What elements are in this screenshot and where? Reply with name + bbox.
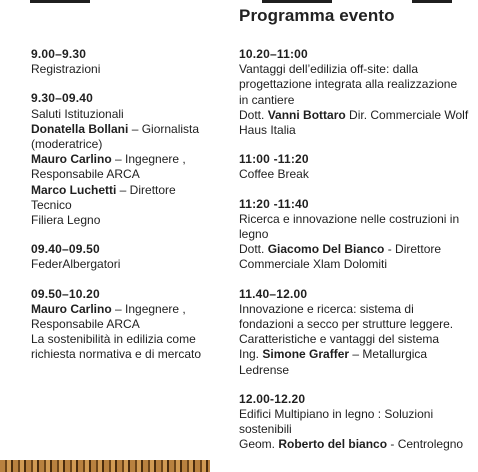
schedule-item	[31, 91, 211, 228]
wood-texture-strip	[0, 460, 210, 472]
speaker-role: - Centrolegno	[387, 437, 464, 452]
speaker-title: Dott.	[239, 242, 268, 257]
item-text: Edifici Multipiano in legno : Soluzioni	[239, 407, 434, 422]
item-text: fondazioni a secco per strutture leggere.	[239, 317, 454, 332]
speaker-line	[31, 183, 211, 213]
schedule-left-column	[31, 47, 211, 377]
time-slot: 09.50–10.20	[31, 286, 100, 301]
speaker-line	[31, 302, 211, 317]
speaker-role: – Metallurgica	[349, 347, 428, 362]
speaker-name: Roberto del bianco	[278, 437, 388, 452]
speaker-title: Dott.	[239, 107, 268, 122]
speaker-name: Vanni Bottaro	[267, 107, 346, 122]
speaker-role-cont: (moderatrice)	[31, 137, 103, 152]
speaker-role-cont: Commerciale Xlam Dolomiti	[239, 257, 388, 272]
time-slot: 9.30–09.40	[31, 91, 94, 106]
time-slot: 11:00 -11:20	[239, 152, 309, 167]
top-decor-strip-right	[412, 0, 452, 3]
item-text: in cantiere	[239, 92, 295, 107]
item-text: Coffee Break	[239, 167, 309, 182]
schedule-item	[31, 287, 211, 363]
top-decor-strip-mid	[262, 0, 332, 3]
speaker-name: Donatella Bollani	[31, 121, 129, 136]
item-text: Registrazioni	[31, 62, 101, 77]
speaker-role: Dir. Commerciale Wolf	[345, 107, 469, 122]
item-text: Caratteristiche e vantaggi del sistema	[239, 332, 440, 347]
speaker-role-cont: Ledrense	[239, 362, 290, 377]
speaker-name: Mauro Carlino	[31, 152, 112, 167]
speaker-role: – Ingegnere ,	[111, 301, 186, 316]
top-decor-strip-left	[30, 0, 90, 3]
item-text: sostenibili	[239, 422, 292, 437]
schedule-item	[239, 392, 471, 453]
item-text: Innovazione e ricerca: sistema di	[239, 301, 414, 316]
item-text: legno	[239, 227, 269, 242]
speaker-name: Mauro Carlino	[31, 301, 112, 316]
item-text: Vantaggi dell’edilizia off-site: dalla	[239, 62, 418, 77]
speaker-line	[239, 108, 471, 123]
schedule-right-column	[239, 47, 471, 467]
item-text: progettazione integrata alla realizzazione	[239, 77, 458, 92]
time-slot: 12.00-12.20	[239, 391, 306, 406]
schedule-item	[239, 197, 471, 273]
speaker-line	[239, 347, 471, 362]
speaker-line	[31, 152, 211, 167]
speaker-line	[239, 242, 471, 257]
item-text: richiesta normativa e di mercato	[31, 347, 202, 362]
item-text: Saluti Istituzionali	[31, 106, 124, 121]
speaker-line	[239, 437, 471, 452]
speaker-title: Geom.	[239, 437, 279, 452]
time-slot: 09.40–09.50	[31, 242, 100, 257]
schedule-item	[31, 242, 211, 272]
speaker-role: – Giornalista	[128, 121, 200, 136]
schedule-item	[239, 47, 471, 138]
speaker-name: Marco Luchetti	[31, 182, 117, 197]
time-slot: 11:20 -11:40	[239, 196, 309, 211]
speaker-role: – Direttore Tecnico	[31, 182, 176, 212]
speaker-role: – Ingegnere ,	[111, 152, 186, 167]
speaker-role-cont: Haus Italia	[239, 123, 296, 138]
speaker-role-cont: Responsabile ARCA	[31, 167, 140, 182]
schedule-item	[239, 152, 471, 182]
item-text: Responsabile ARCA	[31, 317, 140, 332]
time-slot: 9.00–9.30	[31, 47, 87, 61]
speaker-title: Ing.	[239, 347, 263, 362]
schedule-item	[239, 287, 471, 378]
speaker-line	[31, 122, 211, 137]
time-slot: 11.40–12.00	[239, 286, 308, 301]
speaker-role-cont: Filiera Legno	[31, 213, 101, 228]
program-title: Programma evento	[239, 6, 395, 25]
item-text: Ricerca e innovazione nelle costruzioni in	[239, 211, 460, 226]
speaker-name: Giacomo Del Bianco	[267, 242, 385, 257]
item-text: La sostenibilità in edilizia come	[31, 332, 196, 347]
speaker-role: - Direttore	[384, 242, 442, 257]
speaker-name: Simone Graffer	[262, 347, 350, 362]
schedule-item	[31, 47, 211, 77]
time-slot: 10.20–11:00	[239, 47, 308, 61]
item-text: FederAlbergatori	[31, 257, 121, 272]
